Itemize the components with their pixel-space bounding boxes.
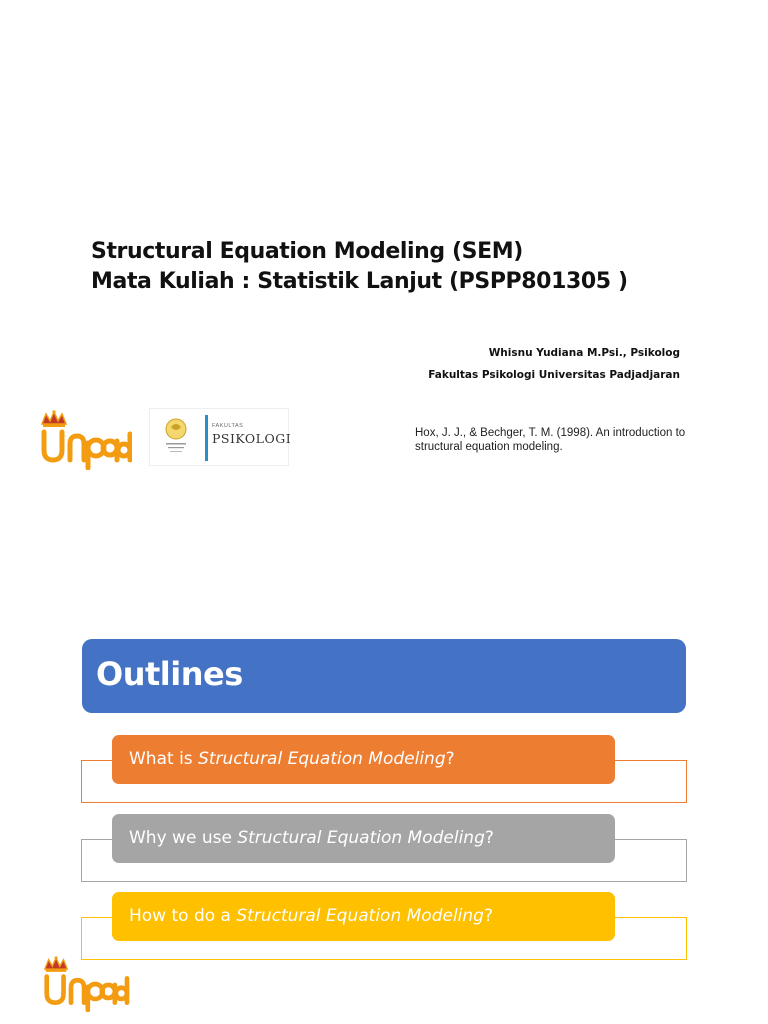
psikologi-faculty-logo bbox=[149, 408, 292, 466]
unpad-logo-footer bbox=[38, 956, 132, 1012]
reference-citation: Hox, J. J., & Bechger, T. M. (1998). An introduction to structural equation modeling. bbox=[415, 427, 686, 453]
title-line-2: Mata Kuliah : Statistik Lanjut (PSPP801305 ) bbox=[91, 269, 628, 294]
slide-title bbox=[91, 237, 711, 297]
author-name: Whisnu Yudiana M.Psi., Psikolog bbox=[488, 347, 680, 359]
logo-small-label: FAKULTAS bbox=[212, 423, 244, 429]
outline-item-2-emphasis: Structural Equation Modeling bbox=[237, 828, 485, 848]
outline-item-1-emphasis: Structural Equation Modeling bbox=[198, 749, 446, 769]
outlines-header-label: Outlines bbox=[96, 655, 243, 693]
outline-item-3-emphasis: Structural Equation Modeling bbox=[236, 906, 484, 926]
makara-emblem-icon bbox=[162, 417, 190, 459]
unpad-logo bbox=[38, 410, 132, 470]
title-line-1: Structural Equation Modeling (SEM) bbox=[91, 239, 523, 264]
outline-item-3: How to do a Structural Equation Modeling? bbox=[112, 892, 615, 941]
outlines-header bbox=[82, 639, 686, 713]
author-block bbox=[428, 342, 680, 386]
outline-item-2: Why we use Structural Equation Modeling? bbox=[112, 814, 615, 863]
logo-divider bbox=[205, 415, 208, 461]
outline-item-1: What is Structural Equation Modeling? bbox=[112, 735, 615, 784]
crown-icon bbox=[42, 410, 66, 427]
author-affiliation: Fakultas Psikologi Universitas Padjadjaran bbox=[428, 369, 680, 381]
crown-icon bbox=[45, 956, 67, 971]
logo-main-label: PSIKOLOGI bbox=[212, 431, 292, 446]
